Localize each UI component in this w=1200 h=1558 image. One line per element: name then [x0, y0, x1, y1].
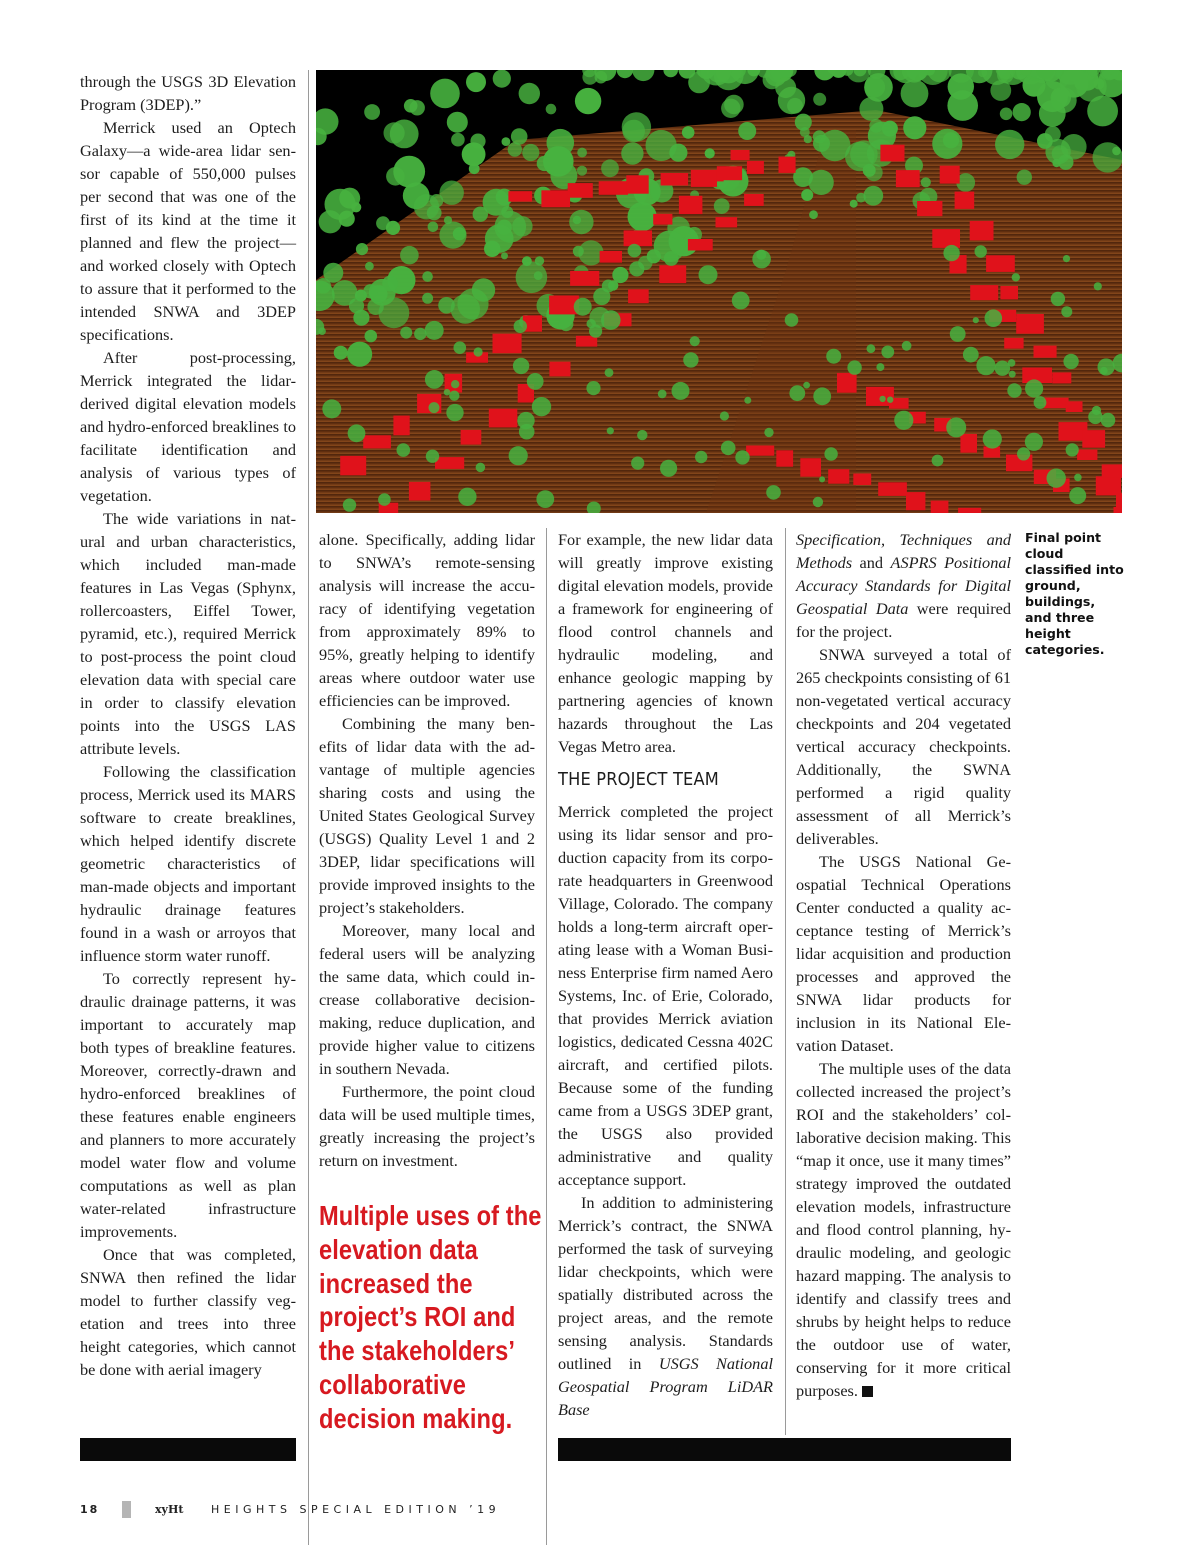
building-point-cluster [1052, 372, 1071, 383]
tree-point-cluster [577, 166, 587, 176]
tree-point-cluster [879, 396, 885, 402]
tree-point-cluster [660, 460, 677, 477]
tree-point-cluster [764, 428, 773, 437]
tree-point-cluster [813, 93, 826, 106]
paragraph-text: and [852, 553, 891, 572]
tree-point-cluster [501, 252, 508, 259]
building-point-cluster [599, 181, 628, 195]
tree-point-cluster [714, 198, 730, 214]
tree-point-cluster [720, 411, 729, 420]
tree-point-cluster [508, 142, 522, 156]
column-rule [308, 70, 309, 1545]
building-point-cluster [878, 482, 907, 496]
tree-point-cluster [824, 447, 837, 460]
tree-point-cluster [629, 261, 644, 276]
building-point-cluster [906, 492, 925, 510]
paragraph: The USGS National Geospatial Technical Operations Center conducted a quality acceptance testing of Merrick’s lidar acquisition and production processes and approved the SNWA lidar products for inclusion in its National Elevation Dataset. [796, 852, 1011, 1055]
building-point-cluster [549, 362, 570, 377]
tree-point-cluster [819, 476, 825, 482]
tree-point-cluster [427, 206, 442, 221]
building-point-cluster [940, 166, 960, 184]
tree-point-cluster [901, 80, 929, 108]
section-heading: THE PROJECT TEAM [558, 769, 719, 790]
tree-point-cluster [602, 280, 615, 293]
tree-point-cluster [1013, 103, 1031, 121]
tree-point-cluster [775, 77, 796, 98]
tree-point-cluster [428, 222, 439, 233]
tree-point-cluster [1094, 282, 1102, 290]
building-point-cluster [493, 334, 522, 354]
building-point-cluster [837, 373, 857, 393]
paragraph: Combining the many benefits of lidar data with the advantage of multiple agencies sharing costs and using the United States Geological Survey (USGS) Quality Level 1 and 2 3DEP, lidar specifications will provide improved insights to the project’s stakeholders. [319, 714, 535, 917]
page-number: 18 [80, 1503, 100, 1516]
building-point-cluster [1114, 507, 1123, 513]
tree-point-cluster [682, 126, 695, 139]
tree-point-cluster [845, 142, 875, 172]
building-point-cluster [435, 457, 464, 469]
tree-point-cluster [963, 347, 979, 363]
tree-point-cluster [440, 181, 464, 205]
paragraph [558, 1191, 773, 1421]
tree-point-cluster [365, 262, 374, 271]
tree-point-cluster [1017, 170, 1032, 185]
tree-point-cluster [348, 424, 366, 442]
tree-point-cluster [386, 167, 405, 186]
column-end-bar [558, 1438, 1011, 1461]
building-point-cluster [931, 501, 949, 513]
tree-point-cluster [586, 381, 600, 395]
tree-point-cluster [1061, 306, 1072, 317]
tree-point-cluster [867, 344, 876, 353]
building-point-cluster [1044, 398, 1069, 409]
paragraph [796, 528, 1011, 643]
tree-point-cluster [1025, 379, 1043, 397]
tree-point-cluster [322, 399, 341, 418]
paragraph: Once that was completed, SNWA then refined the lidar model to further classify vegetation and trees into three height categories, which cannot be done with aerial imagery [80, 1245, 296, 1379]
tree-point-cluster [511, 128, 528, 145]
tree-point-cluster [1037, 133, 1053, 149]
tree-point-cluster [1061, 134, 1087, 160]
tree-point-cluster [397, 443, 411, 457]
tree-point-cluster [522, 144, 539, 161]
building-point-cluster [600, 251, 622, 263]
tree-point-cluster [1066, 443, 1079, 456]
tree-point-cluster [1012, 273, 1020, 281]
building-point-cluster [570, 271, 599, 286]
tree-point-cluster [414, 328, 426, 340]
tree-point-cluster [457, 288, 488, 319]
building-point-cluster [568, 183, 593, 198]
tree-point-cluster [451, 380, 459, 388]
footer-edition: HEIGHTS SPECIAL EDITION ’19 [211, 1503, 501, 1516]
paragraph: After post-processing, Merrick integrated the lidar-derived digital elevation models and hydro-enforced breaklines to facilitate identification and analysis of various types of vegetation. [80, 348, 296, 505]
tree-point-cluster [367, 299, 383, 315]
tree-point-cluster [400, 327, 412, 339]
building-point-cluster [853, 474, 871, 486]
tree-point-cluster [605, 368, 614, 377]
tree-point-cluster [1000, 108, 1013, 121]
tree-point-cluster [1025, 433, 1043, 451]
article-column-3 [558, 528, 773, 1421]
tree-point-cluster [339, 211, 355, 227]
building-point-cluster [626, 175, 648, 193]
italic-title: ASPRS Positional Accuracy Standards for Digital Geospatial Data [796, 553, 1012, 618]
paragraph: Furthermore, the point cloud data will be used multiple times, greatly increasing the project’s return on investment. [319, 1082, 535, 1170]
tree-point-cluster [454, 341, 467, 354]
tree-point-cluster [382, 276, 398, 292]
tree-point-cluster [683, 352, 698, 367]
tree-point-cluster [826, 349, 841, 364]
tree-point-cluster [429, 402, 440, 413]
building-point-cluster [776, 450, 793, 466]
building-point-cluster [688, 239, 713, 251]
building-point-cluster [628, 289, 649, 303]
pull-quote: Multiple uses of the elevation data increased the project’s ROI and the stakeholders’ collaborative decision making. [319, 1200, 542, 1434]
tree-point-cluster [672, 382, 690, 400]
tree-point-cluster [476, 463, 486, 473]
tree-point-cluster [1063, 255, 1070, 262]
building-point-cluster [960, 434, 977, 453]
building-point-cluster [958, 508, 981, 513]
tree-point-cluster [334, 346, 348, 360]
tree-point-cluster [752, 250, 771, 269]
paragraph-text: were required for the project. [796, 599, 1011, 641]
tree-point-cluster [425, 321, 444, 340]
article-column-1 [80, 70, 296, 1381]
tree-point-cluster [1069, 487, 1086, 504]
building-point-cluster [1077, 450, 1097, 461]
building-point-cluster [1034, 346, 1057, 358]
tree-point-cluster [847, 360, 861, 374]
tree-point-cluster [705, 148, 715, 158]
tree-point-cluster [577, 148, 587, 158]
tree-point-cluster [903, 116, 926, 139]
tree-point-cluster [1017, 447, 1030, 460]
tree-point-cluster [363, 284, 377, 298]
tree-point-cluster [809, 210, 818, 219]
tree-point-cluster [365, 330, 378, 343]
tree-point-cluster [400, 246, 419, 265]
tree-point-cluster [950, 326, 966, 342]
building-point-cluster [363, 435, 391, 448]
tree-point-cluster [735, 450, 749, 464]
tree-point-cluster [527, 373, 544, 390]
tree-point-cluster [1009, 371, 1016, 378]
paragraph: Following the classification process, Merrick used its MARS software to create breaklines, which helped identify discrete geometric characteristics of man-made objects and important hydraulic drainage features found in a wash or arroyos that influence storm water runoff. [80, 762, 296, 965]
building-point-cluster [461, 430, 482, 445]
tree-point-cluster [1093, 79, 1104, 90]
tree-point-cluster [543, 146, 574, 177]
tree-point-cluster [622, 120, 645, 143]
building-point-cluster [340, 456, 366, 475]
tree-point-cluster [1034, 396, 1047, 409]
tree-point-cluster [813, 387, 831, 405]
tree-point-cluster [390, 120, 419, 149]
tree-point-cluster [451, 133, 465, 147]
tree-point-cluster [809, 170, 834, 195]
tree-point-cluster [364, 104, 380, 120]
building-point-cluster [1066, 401, 1083, 412]
tree-point-cluster [699, 265, 718, 284]
tree-point-cluster [422, 271, 433, 282]
building-point-cluster [1082, 430, 1105, 448]
building-point-cluster [541, 190, 570, 207]
tree-point-cluster [881, 346, 894, 359]
tree-point-cluster [426, 450, 439, 463]
tree-point-cluster [356, 243, 368, 255]
building-point-cluster [779, 157, 796, 173]
tree-point-cluster [386, 221, 400, 235]
tree-point-cluster [569, 210, 593, 234]
tree-point-cluster [664, 251, 679, 266]
tree-point-cluster [876, 363, 884, 371]
tree-point-cluster [462, 142, 486, 166]
tree-point-cluster [658, 390, 667, 399]
building-point-cluster [970, 221, 994, 241]
tree-point-cluster [522, 256, 532, 266]
tree-point-cluster [943, 245, 959, 261]
building-point-cluster [932, 229, 960, 248]
article-column-2 [319, 528, 535, 1172]
tree-point-cluster [425, 370, 444, 389]
paragraph-text: In addition to administering Merrick’s contract, the SNWA performed the task of surveying lidar checkpoints, which were spatially distributed across the project areas, and the remote sensing analysis. Standards outlined in [558, 1193, 773, 1373]
tree-point-cluster [485, 224, 514, 253]
tree-point-cluster [410, 100, 425, 115]
tree-point-cluster [1112, 147, 1121, 156]
tree-point-cluster [318, 327, 326, 335]
tree-point-cluster [601, 310, 621, 330]
building-point-cluster [716, 217, 738, 227]
tree-point-cluster [587, 319, 596, 328]
tree-point-cluster [601, 159, 619, 177]
building-point-cluster [489, 409, 518, 428]
tree-point-cluster [738, 122, 756, 140]
building-point-cluster [1000, 286, 1018, 299]
tree-point-cluster [976, 356, 995, 375]
building-point-cluster [661, 173, 689, 186]
tree-point-cluster [1101, 413, 1116, 428]
column-rule [546, 528, 547, 1545]
tree-point-cluster [559, 317, 574, 332]
building-point-cluster [717, 166, 742, 180]
tree-point-cluster [732, 292, 750, 310]
building-point-cluster [624, 230, 652, 246]
building-point-cluster [653, 214, 672, 225]
tree-point-cluster [458, 488, 476, 506]
paragraph [796, 1057, 1011, 1402]
building-point-cluster [746, 446, 774, 456]
tree-point-cluster [535, 256, 544, 265]
building-point-cluster [896, 170, 920, 187]
tree-point-cluster [474, 347, 483, 356]
building-point-cluster [917, 201, 942, 216]
tree-point-cluster [378, 493, 391, 506]
building-point-cluster [393, 416, 409, 436]
paragraph: Merrick used an Optech Galaxy—a wide-area lidar sensor capable of 550,000 pulses per second that was one of the first of its kind at the time it planned and flew the project—and worked closely with Optech to assure that it performed to the intended SNWA and 3DEP specifications. [80, 118, 296, 344]
end-mark-icon [862, 1386, 873, 1397]
column-end-bar [80, 1438, 296, 1461]
tree-point-cluster [724, 95, 744, 115]
tree-point-cluster [1074, 474, 1082, 482]
photo-caption: Final point cloud classified into ground, buildings, and three height categories. [1025, 530, 1124, 657]
paragraph: The wide variations in natural and urban characteristics, which included man-made features in Las Vegas (Sphynx, rollercoasters, Eiffel Tower, pyramid, etc.), required Merrick to post-process the point cloud elevation data with special care in order to classify elevation points into the USGS LAS attribute levels. [80, 509, 296, 758]
paragraph: To correctly represent hydraulic drainage patterns, it was important to accurately map both types of breakline features. Moreover, correctly-drawn and hydro-enforced breaklines of these features enable engineers and planners to more accurately model water flow and volume computations as well as plan water-related infrastructure improvements. [80, 969, 296, 1241]
tree-point-cluster [502, 137, 511, 146]
paragraph: through the USGS 3D Elevation Program (3DEP).” [80, 72, 296, 114]
building-point-cluster [955, 192, 975, 209]
tree-point-cluster [887, 397, 893, 403]
tree-point-cluster [801, 189, 813, 201]
tree-point-cluster [813, 497, 823, 507]
building-point-cluster [659, 265, 686, 283]
tree-point-cluster [343, 498, 356, 511]
tree-point-cluster [631, 457, 644, 470]
building-point-cluster [1096, 476, 1121, 495]
tree-point-cluster [351, 202, 361, 212]
tree-point-cluster [439, 222, 466, 249]
paragraph-text: The multiple uses of the data collected increased the project’s ROI and the stakeholders’ collaborative decision making. This “map it once, use it many times” strategy improved the outdated elevation models, infrastructure and flood control planning, hydraulic modeling, and geologic hazard mapping. The analysis to identify and classify trees and shrubs by height helps to reduce the outdoor use of water, conserving for it more critical purposes. [796, 1059, 1011, 1400]
tree-point-cluster [430, 79, 460, 109]
paragraph: Merrick completed the project using its lidar sensor and production capacity from its corporate headquarters in Greenwood Village, Colorado. The company holds a long-term aircraft operating lease with a Woman Business Enterprise firm named Aero Systems, Inc. of Erie, Colorado, that provides Merrick aviation logistics, dedicated Cessna 402C aircraft, and certified pilots. Because some of the funding came from a USGS 3DEP grant, the USGS also provided administrative and quality acceptance support. [558, 802, 773, 1189]
tree-point-cluster [513, 358, 529, 374]
tree-point-cluster [403, 182, 430, 209]
tree-point-cluster [690, 336, 700, 346]
building-point-cluster [747, 161, 764, 174]
tree-point-cluster [973, 317, 979, 323]
tree-point-cluster [493, 70, 511, 88]
tree-point-cluster [803, 382, 810, 389]
italic-title: USGS National Geospatial Program LiDAR Base [558, 1354, 773, 1419]
footer-divider [122, 1501, 131, 1518]
tree-point-cluster [534, 271, 543, 280]
tree-point-cluster [1051, 292, 1065, 306]
tree-point-cluster [850, 200, 858, 208]
building-point-cluster [970, 285, 998, 300]
building-point-cluster [1102, 464, 1122, 477]
tree-point-cluster [985, 309, 1003, 327]
tree-point-cluster [995, 130, 1024, 159]
building-point-cluster [1116, 493, 1122, 508]
tree-point-cluster [983, 429, 1002, 448]
tree-point-cluster [512, 216, 532, 236]
tree-point-cluster [943, 132, 959, 148]
tree-point-cluster [323, 263, 343, 283]
tree-point-cluster [804, 135, 812, 143]
tree-point-cluster [607, 427, 614, 434]
paragraph: For example, the new lidar data will greatly improve existing digital elevation models, provide a framework for engineering of flood control channels and hydraulic modeling, and enhance geologic mapping by partnering agencies of known hazards throughout the Las Vegas Metro area. [558, 530, 773, 756]
tree-point-cluster [744, 397, 751, 404]
tree-point-cluster [1047, 469, 1066, 488]
tree-point-cluster [766, 485, 781, 500]
tree-point-cluster [519, 424, 535, 440]
column-rule [785, 528, 786, 1435]
tree-point-cluster [438, 297, 455, 314]
tree-point-cluster [1007, 383, 1021, 397]
building-point-cluster [1016, 314, 1044, 334]
tree-point-cluster [902, 341, 912, 351]
building-point-cluster [744, 194, 764, 206]
tree-point-cluster [1052, 159, 1060, 167]
building-point-cluster [731, 150, 750, 160]
tree-point-cluster [785, 313, 799, 327]
tree-point-cluster [1088, 410, 1102, 424]
tree-point-cluster [669, 144, 687, 162]
tree-point-cluster [628, 244, 642, 258]
tree-point-cluster [532, 397, 551, 416]
tree-point-cluster [1039, 100, 1066, 127]
tree-point-cluster [446, 404, 463, 421]
tree-point-cluster [863, 186, 883, 206]
tree-point-cluster [449, 391, 459, 401]
tree-point-cluster [975, 245, 987, 257]
tree-point-cluster [574, 298, 592, 316]
building-point-cluster [409, 482, 431, 501]
paragraph: SNWA surveyed a total of 265 checkpoints consisting of 61 non-vegetated vertical accuracy checkpoints and 204 vegetated vertical accuracy checkpoints. Additionally, the SWNA performed a rigid quality assessment of all Merrick’s deliverables. [796, 645, 1011, 848]
building-point-cluster [800, 458, 821, 477]
tree-point-cluster [575, 88, 601, 114]
tree-point-cluster [536, 490, 554, 508]
tree-point-cluster [466, 72, 486, 92]
tree-point-cluster [864, 77, 885, 98]
tree-point-cluster [995, 361, 1010, 376]
building-point-cluster [679, 196, 703, 214]
tree-point-cluster [444, 389, 451, 396]
tree-point-cluster [894, 411, 913, 430]
building-point-cluster [508, 191, 532, 201]
tree-point-cluster [921, 177, 931, 187]
footer-brand: xyHt [155, 1503, 184, 1516]
building-point-cluster [1004, 338, 1023, 349]
article-column-4 [796, 528, 1011, 1402]
tree-point-cluster [1098, 358, 1115, 375]
building-point-cluster [691, 170, 717, 187]
paragraph: alone. Specifically, adding lidar to SNWA’s remote-sensing analysis will increase the accuracy of identifying vegetation from approximately 89% to 95%, greatly helping to identify areas where outdoor water use efficiencies can be improved. [319, 530, 535, 710]
tree-point-cluster [514, 320, 527, 333]
building-point-cluster [986, 255, 1015, 272]
tree-point-cluster [946, 417, 966, 437]
lidar-point-cloud-image [316, 70, 1122, 513]
tree-point-cluster [501, 206, 513, 218]
tree-point-cluster [932, 455, 944, 467]
building-point-cluster [828, 469, 849, 484]
building-point-cluster [880, 145, 904, 162]
tree-point-cluster [1063, 354, 1078, 369]
tree-point-cluster [349, 298, 364, 313]
tree-point-cluster [447, 112, 468, 133]
tree-point-cluster [637, 430, 647, 440]
paragraph: Moreover, many local and federal users will be analyzing the same data, which could increase collaborative decision-making, reduce duplication, and provide higher value to citizens in southern Nevada. [319, 921, 535, 1078]
tree-point-cluster [621, 142, 643, 164]
tree-point-cluster [695, 451, 707, 463]
tree-point-cluster [789, 385, 805, 401]
tree-point-cluster [516, 262, 548, 294]
tree-point-cluster [582, 70, 597, 85]
italic-title: Specification, Techniques and Methods [796, 530, 1011, 572]
tree-point-cluster [422, 293, 433, 304]
tree-point-cluster [546, 104, 557, 115]
tree-point-cluster [509, 446, 528, 465]
tree-point-cluster [721, 441, 736, 456]
tree-point-cluster [347, 342, 372, 367]
tree-point-cluster [519, 83, 540, 104]
